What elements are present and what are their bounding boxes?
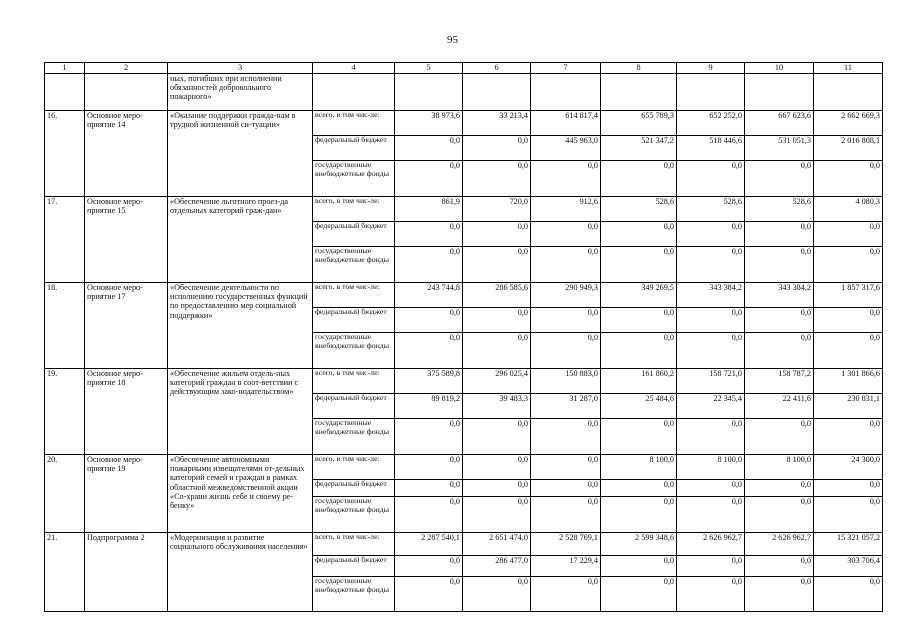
table-cell [531,74,601,111]
budget-table [44,62,883,612]
amount-cell: 0,0 [814,497,883,533]
column-header: 9 [677,63,745,74]
amount-cell: 31 287,0 [531,394,601,419]
amount-cell: 0,0 [463,136,531,161]
amount-cell: 0,0 [677,419,745,455]
amount-cell: 0,0 [745,308,814,333]
amount-cell: 0,0 [745,161,814,197]
amount-cell: 0,0 [814,222,883,247]
amount-cell: 0,0 [814,577,883,612]
amount-cell: 8 100,0 [677,455,745,480]
amount-cell: 0,0 [814,308,883,333]
funding-source: федеральный бюджет [313,136,395,161]
amount-cell: 38 973,6 [395,111,463,136]
funding-source: федеральный бюджет [313,222,395,247]
amount-cell: 0,0 [814,480,883,497]
column-header: 4 [313,63,395,74]
amount-cell: 303 706,4 [814,556,883,577]
funding-source: всего, в том чис-ле: [313,283,395,308]
table-row [45,283,883,308]
row-number: 17. [45,197,85,283]
amount-cell: 0,0 [745,556,814,577]
amount-cell: 15 321 057,2 [814,533,883,556]
measure-type: Основное меро-приятие 18 [85,369,168,455]
amount-cell: 0,0 [601,497,677,533]
amount-cell: 0,0 [395,136,463,161]
amount-cell: 2 626 962,7 [677,533,745,556]
funding-source: всего, в том чис-ле: [313,533,395,556]
amount-cell: 375 589,8 [395,369,463,394]
amount-cell: 0,0 [601,222,677,247]
measure-name: «Обеспечение деятельности по исполнению государственных функций по предоставлению мер социальной поддержки» [168,283,313,369]
table-cell [601,74,677,111]
table-cell [814,74,883,111]
amount-cell: 39 483,3 [463,394,531,419]
table-cell [745,74,814,111]
amount-cell: 0,0 [531,455,601,480]
funding-source: государственные внебюджетные фонды [313,577,395,612]
amount-cell: 0,0 [601,333,677,369]
amount-cell: 0,0 [677,480,745,497]
amount-cell: 720,0 [463,197,531,222]
amount-cell: 0,0 [463,333,531,369]
measure-type: Основное меро-приятие 14 [85,111,168,197]
amount-cell: 22 345,4 [677,394,745,419]
funding-source: государственные внебюджетные фонды [313,497,395,533]
table-row [45,533,883,556]
funding-source: всего, в том чис-ле: [313,197,395,222]
amount-cell: 158 787,2 [745,369,814,394]
measure-name: «Обеспечение автономными пожарными извещателями от-дельных категорий семей и граждан в рамках областной межведомственной акции «Со-храни жизнь себе и своему ре-бенку» [168,455,313,533]
amount-cell: 0,0 [814,161,883,197]
amount-cell: 0,0 [395,455,463,480]
measure-type: Основное меро-приятие 19 [85,455,168,533]
column-header: 5 [395,63,463,74]
header-row [45,63,883,74]
amount-cell: 230 831,1 [814,394,883,419]
table-row [45,455,883,480]
amount-cell: 0,0 [745,577,814,612]
amount-cell: 286 585,6 [463,283,531,308]
amount-cell: 0,0 [601,247,677,283]
amount-cell: 0,0 [531,161,601,197]
column-header: 8 [601,63,677,74]
amount-cell: 0,0 [745,480,814,497]
amount-cell: 150 883,0 [531,369,601,394]
row-number: 18. [45,283,85,369]
table-row [45,197,883,222]
amount-cell: 158 721,0 [677,369,745,394]
amount-cell: 0,0 [531,308,601,333]
row-number: 19. [45,369,85,455]
amount-cell: 0,0 [395,419,463,455]
row-number: 20. [45,455,85,533]
amount-cell: 0,0 [531,247,601,283]
amount-cell: 24 300,0 [814,455,883,480]
continuation-row [45,74,883,111]
funding-source: всего, в том чис-ле: [313,111,395,136]
table-cell [395,74,463,111]
amount-cell: 0,0 [531,480,601,497]
measure-type: Основное меро-приятие 15 [85,197,168,283]
measure-name: «Обеспечение жильем отдель-ных категорий граждан в соот-ветствии с действующим зако-нодательством» [168,369,313,455]
amount-cell: 2 599 348,6 [601,533,677,556]
amount-cell: 0,0 [531,222,601,247]
amount-cell: 652 252,0 [677,111,745,136]
amount-cell: 33 213,4 [463,111,531,136]
amount-cell: 2 626 962,7 [745,533,814,556]
amount-cell: 343 384,2 [745,283,814,308]
amount-cell: 0,0 [395,247,463,283]
amount-cell: 0,0 [463,247,531,283]
measure-name: «Модернизация и развитие социального обслуживания населения» [168,533,313,612]
column-header: 10 [745,63,814,74]
amount-cell: 1 301 866,6 [814,369,883,394]
amount-cell: 0,0 [463,577,531,612]
amount-cell: 528,6 [745,197,814,222]
amount-cell: 0,0 [677,577,745,612]
amount-cell: 0,0 [601,556,677,577]
amount-cell: 0,0 [531,577,601,612]
amount-cell: 0,0 [463,419,531,455]
amount-cell: 0,0 [677,222,745,247]
funding-source: федеральный бюджет [313,308,395,333]
funding-source: федеральный бюджет [313,556,395,577]
table-cell [85,74,168,111]
column-header: 2 [85,63,168,74]
amount-cell: 0,0 [395,222,463,247]
table-cell [45,74,85,111]
amount-cell: 0,0 [745,333,814,369]
amount-cell: 912,6 [531,197,601,222]
funding-source: государственные внебюджетные фонды [313,333,395,369]
measure-name: «Оказание поддержки гражда-нам в трудной жизненной си-туации» [168,111,313,197]
amount-cell: 0,0 [745,222,814,247]
amount-cell: 4 080,3 [814,197,883,222]
amount-cell: 0,0 [395,577,463,612]
table-cell [463,74,531,111]
amount-cell: 0,0 [814,419,883,455]
amount-cell: 0,0 [531,333,601,369]
amount-cell: 0,0 [395,333,463,369]
amount-cell: 0,0 [677,556,745,577]
amount-cell: 528,6 [601,197,677,222]
amount-cell: 0,0 [601,577,677,612]
row-number: 16. [45,111,85,197]
amount-cell: 0,0 [395,161,463,197]
amount-cell: 2 651 474,0 [463,533,531,556]
amount-cell: 0,0 [395,497,463,533]
amount-cell: 0,0 [463,480,531,497]
continuation-text: ных, погибших при исполнении обязанностей добровольного пожарного» [168,74,313,111]
amount-cell: 0,0 [531,497,601,533]
amount-cell: 614 817,4 [531,111,601,136]
amount-cell: 0,0 [463,497,531,533]
table-cell [677,74,745,111]
amount-cell: 1 857 317,6 [814,283,883,308]
amount-cell: 0,0 [814,333,883,369]
funding-source: федеральный бюджет [313,394,395,419]
amount-cell: 531 051,3 [745,136,814,161]
amount-cell: 518 446,6 [677,136,745,161]
funding-source: всего, в том чис-ле: [313,455,395,480]
column-header: 6 [463,63,531,74]
amount-cell: 0,0 [601,308,677,333]
amount-cell: 0,0 [745,497,814,533]
amount-cell: 0,0 [395,480,463,497]
funding-source: государственные внебюджетные фонды [313,247,395,283]
amount-cell: 0,0 [531,419,601,455]
amount-cell: 290 949,3 [531,283,601,308]
amount-cell: 8 100,0 [601,455,677,480]
amount-cell: 0,0 [677,247,745,283]
amount-cell: 0,0 [677,308,745,333]
amount-cell: 0,0 [463,455,531,480]
funding-source: государственные внебюджетные фонды [313,419,395,455]
amount-cell: 445 963,0 [531,136,601,161]
amount-cell: 0,0 [463,222,531,247]
amount-cell: 0,0 [395,556,463,577]
amount-cell: 243 744,8 [395,283,463,308]
funding-source: государственные внебюджетные фонды [313,161,395,197]
amount-cell: 0,0 [677,333,745,369]
amount-cell: 0,0 [463,161,531,197]
amount-cell: 521 347,2 [601,136,677,161]
column-header: 7 [531,63,601,74]
amount-cell: 2 662 669,3 [814,111,883,136]
measure-type: Подпрограмма 2 [85,533,168,612]
measure-type: Основное меро-приятие 17 [85,283,168,369]
amount-cell: 667 623,6 [745,111,814,136]
funding-source: федеральный бюджет [313,480,395,497]
amount-cell: 0,0 [745,419,814,455]
amount-cell: 8 100,0 [745,455,814,480]
amount-cell: 2 287 540,1 [395,533,463,556]
amount-cell: 0,0 [814,247,883,283]
page-number: 95 [447,34,458,46]
amount-cell: 0,0 [601,161,677,197]
amount-cell: 0,0 [677,497,745,533]
amount-cell: 286 477,0 [463,556,531,577]
amount-cell: 0,0 [395,308,463,333]
amount-cell: 0,0 [601,419,677,455]
amount-cell: 655 789,3 [601,111,677,136]
amount-cell: 2 016 808,1 [814,136,883,161]
amount-cell: 861,9 [395,197,463,222]
row-number: 21. [45,533,85,612]
measure-name: «Обеспечение льготного проез-да отдельных категорий граж-дан» [168,197,313,283]
table-cell [313,74,395,111]
column-header: 1 [45,63,85,74]
amount-cell: 296 025,4 [463,369,531,394]
column-header: 11 [814,63,883,74]
amount-cell: 0,0 [463,308,531,333]
amount-cell: 349 269,5 [601,283,677,308]
amount-cell: 0,0 [745,247,814,283]
table-row [45,111,883,136]
table-row [45,369,883,394]
amount-cell: 25 484,6 [601,394,677,419]
column-header: 3 [168,63,313,74]
amount-cell: 2 528 769,1 [531,533,601,556]
amount-cell: 343 384,2 [677,283,745,308]
amount-cell: 528,6 [677,197,745,222]
amount-cell: 89 819,2 [395,394,463,419]
amount-cell: 17 229,4 [531,556,601,577]
amount-cell: 22 411,6 [745,394,814,419]
amount-cell: 161 860,2 [601,369,677,394]
funding-source: всего, в том чис-ле: [313,369,395,394]
amount-cell: 0,0 [601,480,677,497]
amount-cell: 0,0 [677,161,745,197]
